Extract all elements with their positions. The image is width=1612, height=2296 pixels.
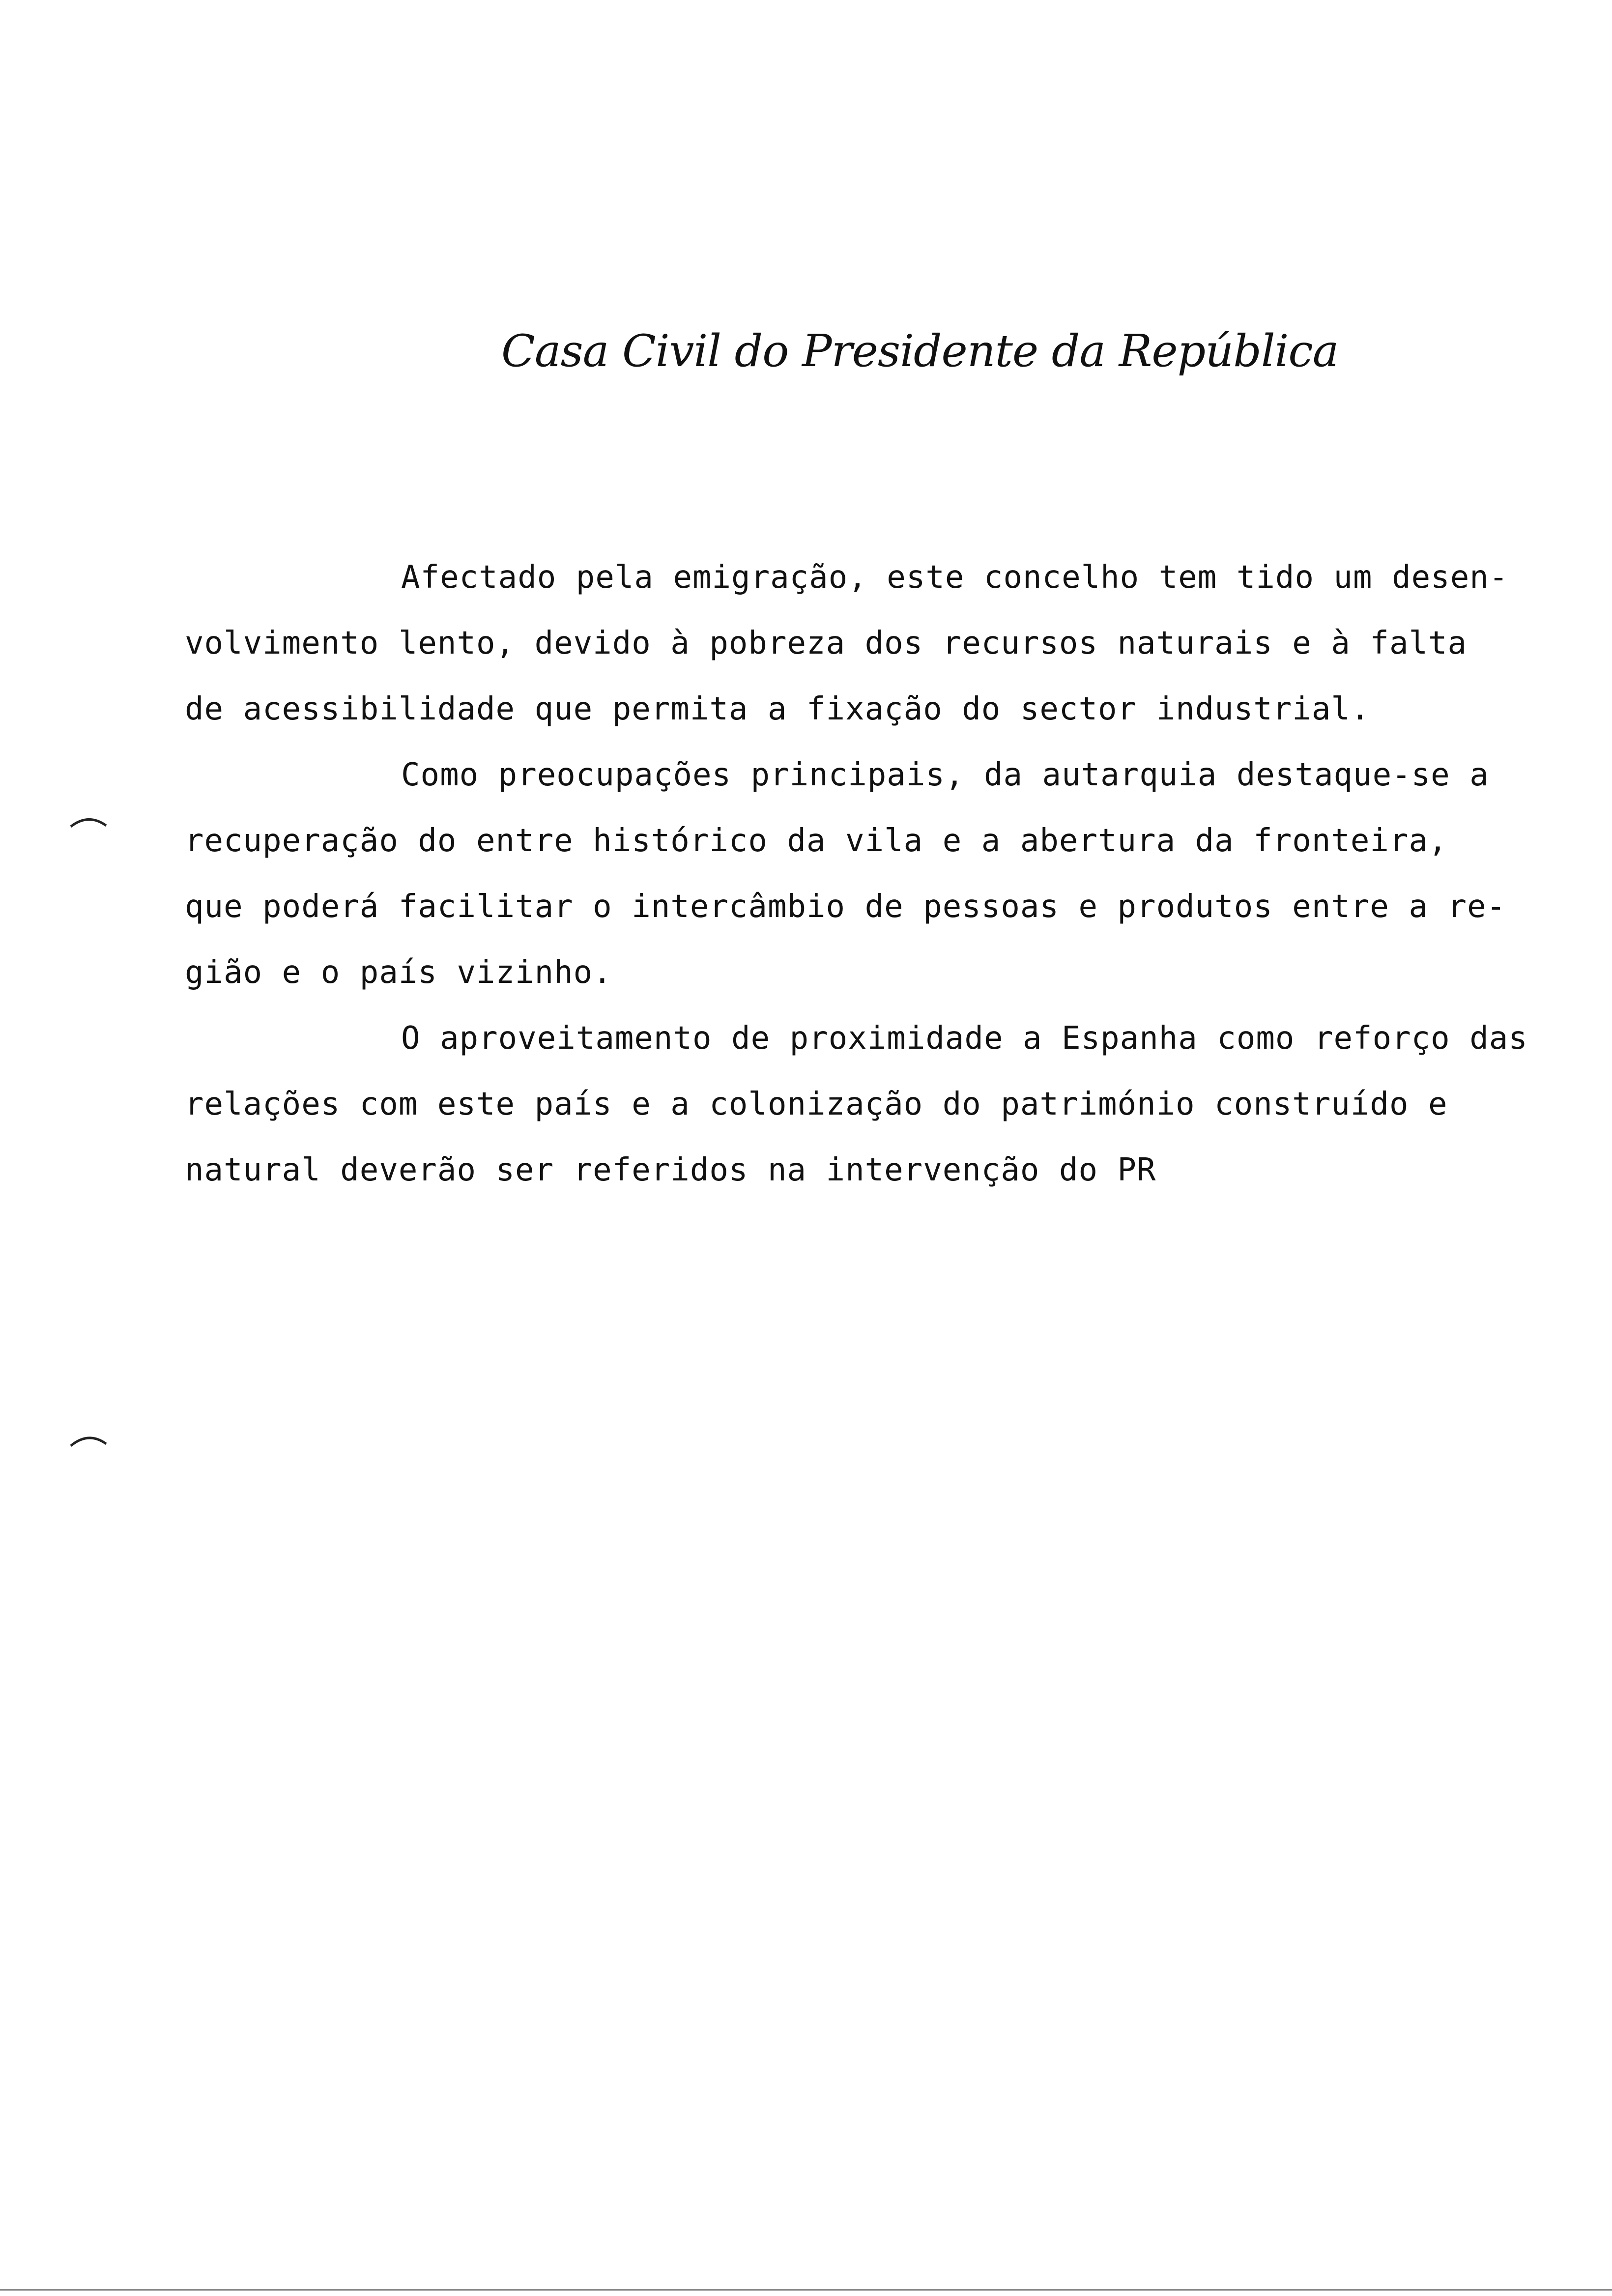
paragraph-3-line-3: natural deverão ser referidos na intervenção do PR	[185, 1152, 1156, 1188]
scan-bottom-edge	[0, 2289, 1612, 2291]
letterhead-title: Casa Civil do Presidente da República	[501, 325, 1339, 377]
arc-mark-icon	[69, 812, 108, 832]
paragraph-3-line-2: relações com este país e a colonização do património construído e	[185, 1086, 1448, 1122]
paragraph-1-line-3: de acessibilidade que permita a fixação do sector industrial.	[185, 691, 1370, 727]
paragraph-2-line-3: que poderá facilitar o intercâmbio de pessoas e produtos entre a re-	[185, 889, 1506, 925]
paragraph-2-line-1: Como preocupações principais, da autarquia destaque-se a	[401, 757, 1489, 793]
paragraph-2-line-2: recuperação do entre histórico da vila e a abertura da fronteira,	[185, 823, 1448, 859]
arc-mark-icon	[69, 1430, 108, 1450]
binder-hole-mark-upper	[69, 812, 108, 832]
paragraph-2-line-4: gião e o país vizinho.	[185, 954, 612, 991]
binder-hole-mark-lower	[69, 1430, 108, 1450]
paragraph-3-line-1: O aproveitamento de proximidade a Espanha como reforço das	[401, 1020, 1528, 1057]
paragraph-1-line-2: volvimento lento, devido à pobreza dos recursos naturais e à falta	[185, 625, 1468, 661]
paragraph-1-line-1: Afectado pela emigração, este concelho tem tido um desen-	[401, 559, 1509, 596]
